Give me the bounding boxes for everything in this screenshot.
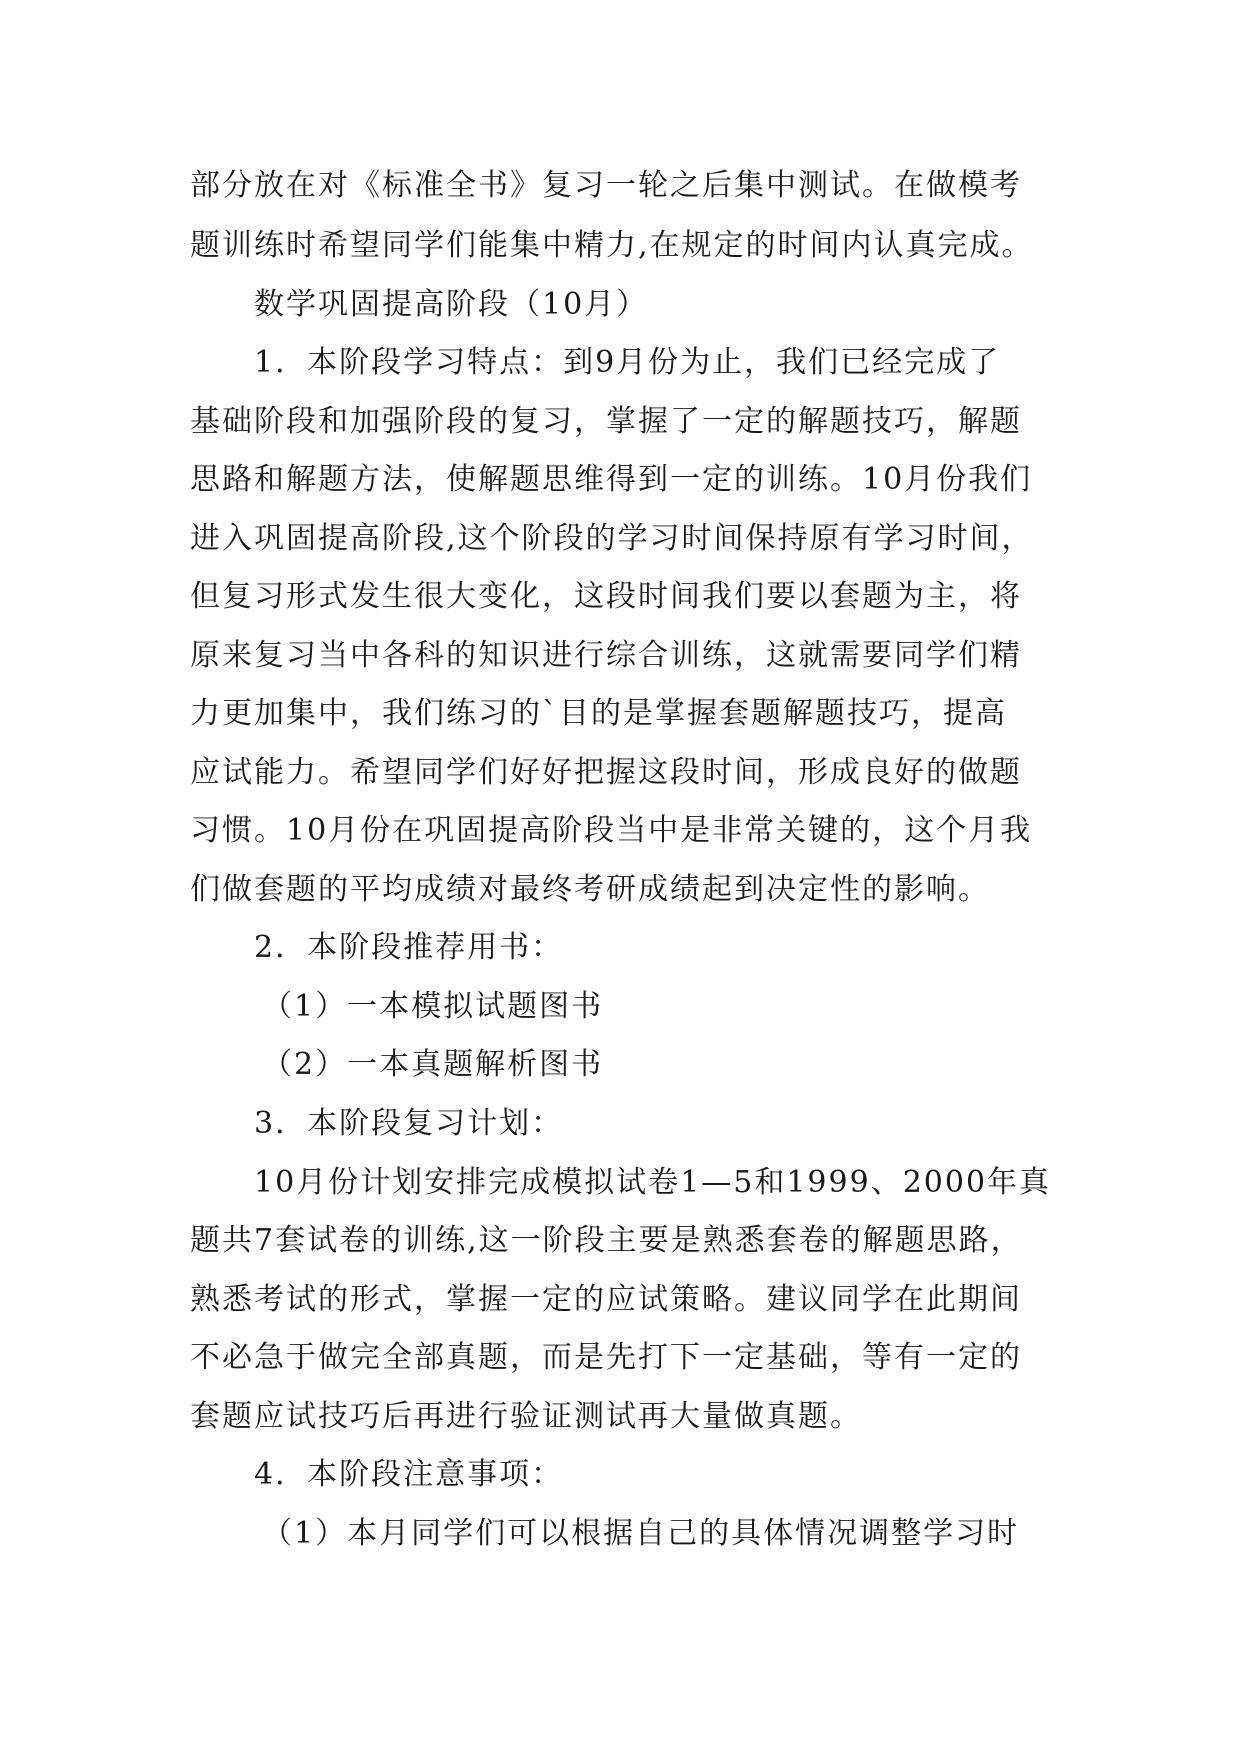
text-line: 们做套题的平均成绩对最终考研成绩起到决定性的影响。: [190, 872, 990, 907]
text-line: 题共7套试卷的训练,这一阶段主要是熟悉套卷的解题思路，: [190, 1223, 1023, 1258]
text-line: 2．本阶段推荐用书：: [254, 930, 564, 965]
text-line: 题训练时希望同学们能集中精力,在规定的时间内认真完成。: [190, 228, 1034, 263]
text-line: 4．本阶段注意事项：: [254, 1457, 564, 1492]
list-item: （1）一本模拟试题图书: [262, 989, 604, 1024]
text-line: 原来复习当中各科的知识进行综合训练，这就需要同学们精: [190, 638, 1022, 673]
text-line: 基础阶段和加强阶段的复习，掌握了一定的解题技巧，解题: [190, 404, 1022, 439]
text-line: 进入巩固提高阶段,这个阶段的学习时间保持原有学习时间，: [190, 521, 1034, 556]
text-line: 力更加集中，我们练习的`目的是掌握套题解题技巧，提高: [190, 696, 1007, 731]
text-line: 10月份计划安排完成模拟试卷1—5和1999、2000年真: [254, 1165, 1052, 1200]
text-line: 不必急于做完全部真题，而是先打下一定基础，等有一定的: [190, 1340, 1022, 1375]
text-line: 熟悉考试的形式，掌握一定的应试策略。建议同学在此期间: [190, 1282, 1022, 1317]
text-line: 3．本阶段复习计划：: [254, 1106, 564, 1141]
text-line: 1．本阶段学习特点：到9月份为止，我们已经完成了: [254, 345, 1001, 380]
text-line: 部分放在对《标准全书》复习一轮之后集中测试。在做模考: [190, 168, 1022, 203]
text-line: 套题应试技巧后再进行验证测试再大量做真题。: [190, 1399, 862, 1434]
text-line: 应试能力。希望同学们好好把握这段时间，形成良好的做题: [190, 755, 1022, 790]
text-line: 习惯。10月份在巩固提高阶段当中是非常关键的，这个月我: [190, 813, 1033, 848]
text-line: 思路和解题方法，使解题思维得到一定的训练。10月份我们: [190, 462, 1033, 497]
list-item: （2）一本真题解析图书: [262, 1047, 604, 1082]
list-item: （1）本月同学们可以根据自己的具体情况调整学习时: [262, 1516, 1020, 1551]
text-line: 但复习形式发生很大变化，这段时间我们要以套题为主，将: [190, 579, 1022, 614]
section-heading: 数学巩固提高阶段（10月）: [254, 287, 649, 322]
